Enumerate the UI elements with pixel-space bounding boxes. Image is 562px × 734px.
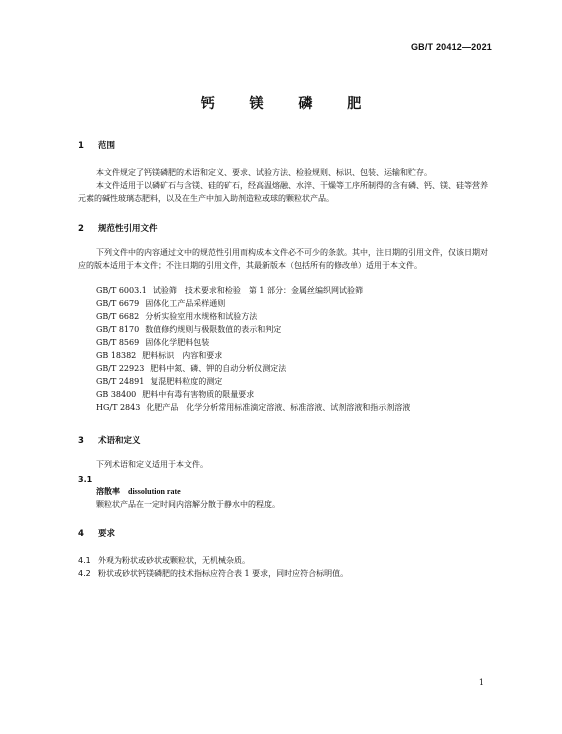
- reference-title: 复混肥料粒度的测定: [150, 377, 223, 386]
- section-title: 规范性引用文件: [98, 224, 158, 234]
- reference-code: GB/T 6679: [96, 299, 140, 308]
- terms-intro: 下列术语和定义适用于本文件。: [96, 460, 208, 469]
- section-1-heading: [78, 139, 115, 151]
- reference-title: 肥料中有毒有害物质的限量要求: [142, 390, 255, 399]
- reference-title: 试验筛 技术要求和检验 第 1 部分：金属丝编织网试验筛: [152, 286, 364, 295]
- section-number: 1: [78, 141, 84, 151]
- section-title: 范围: [98, 141, 116, 151]
- section-number: 4: [78, 529, 84, 539]
- reference-code: GB 18382: [96, 351, 137, 360]
- reference-code: GB/T 8569: [96, 338, 140, 347]
- clause-number: 4.2: [78, 569, 91, 578]
- reference-title: 化肥产品 化学分析常用标准滴定溶液、标准溶液、试剂溶液和指示剂溶液: [146, 403, 411, 412]
- term-definition: 颗粒状产品在一定时间内溶解分散于静水中的程度。: [96, 500, 280, 509]
- reference-title: 固体化工产品采样通则: [145, 299, 226, 308]
- reference-title: 肥料中氮、磷、钾的自动分析仪测定法: [150, 364, 287, 373]
- reference-item: [96, 362, 286, 375]
- reference-title: 肥料标识 内容和要求: [142, 351, 223, 360]
- scope-paragraph-2: 本文件适用于以磷矿石与含镁、硅的矿石，经高温熔融、水淬、干燥等工序所制得的含有磷、钙、镁、硅等营养元素的碱性玻璃态肥料，以及在生产中加入助剂造粒或球的颗粒状产品。: [78, 181, 488, 203]
- section-title: 术语和定义: [98, 436, 141, 446]
- section-number: 2: [78, 224, 84, 234]
- section-number: 3: [78, 436, 84, 446]
- section-title: 要求: [98, 529, 116, 539]
- reference-code: GB/T 22923: [96, 364, 145, 373]
- clause-4-2: [78, 567, 348, 580]
- reference-item: [96, 336, 209, 349]
- reference-item: [96, 401, 410, 414]
- section-4-heading: [78, 527, 115, 539]
- reference-item: [96, 284, 363, 297]
- reference-item: [96, 323, 281, 336]
- term-entry: [96, 485, 181, 498]
- reference-item: [96, 349, 222, 362]
- term-english: dissolution rate: [128, 487, 181, 496]
- reference-code: HG/T 2843: [96, 403, 141, 412]
- reference-code: GB/T 6682: [96, 312, 140, 321]
- subclause-number: 3.1: [78, 475, 93, 484]
- reference-item: [96, 388, 254, 401]
- reference-title: 数值修约规则与极限数值的表示和判定: [145, 325, 282, 334]
- reference-title: 分析实验室用水规格和试验方法: [145, 312, 258, 321]
- clause-4-1: [78, 554, 250, 567]
- reference-code: GB 38400: [96, 390, 137, 399]
- reference-code: GB/T 24891: [96, 377, 145, 386]
- section-2-heading: [78, 222, 158, 234]
- reference-code: GB/T 8170: [96, 325, 140, 334]
- reference-title: 固体化学肥料包装: [145, 338, 210, 347]
- reference-item: [96, 297, 225, 310]
- term-chinese: 溶散率: [96, 487, 120, 496]
- clause-number: 4.1: [78, 556, 91, 565]
- reference-code: GB/T 6003.1: [96, 286, 147, 295]
- scope-paragraph-1: 本文件规定了钙镁磷肥的术语和定义、要求、试验方法、检验规则、标识、包装、运输和贮存。: [96, 168, 432, 177]
- standard-number: GB/T 20412—2021: [410, 42, 492, 52]
- reference-item: [96, 375, 222, 388]
- reference-item: [96, 310, 257, 323]
- clause-text: 粉状或砂状钙镁磷肥的技术指标应符合表 1 要求，同时应符合标明值。: [98, 569, 349, 578]
- section-3-heading: [78, 434, 141, 446]
- references-intro: 下列文件中的内容通过文中的规范性引用而构成本文件必不可少的条款。其中，注日期的引用文件，仅该日期对应的版本适用于本文件；不注日期的引用文件，其最新版本（包括所有的修改单）适用于本文件。: [78, 248, 488, 270]
- page-number: 1: [478, 678, 484, 687]
- document-title: 钙 镁 磷 肥: [200, 96, 377, 112]
- clause-text: 外观为粉状或砂状或颗粒状，无机械杂质。: [98, 556, 250, 565]
